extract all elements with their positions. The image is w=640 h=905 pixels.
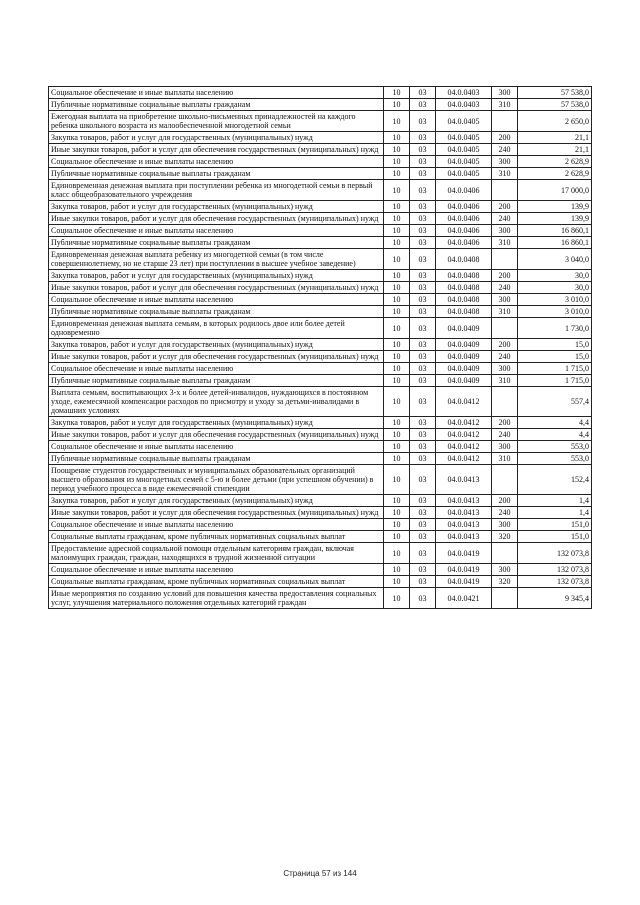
row-name: Закупка товаров, работ и услуг для государственных (муниципальных) нужд: [49, 201, 384, 213]
row-amount: 16 860,1: [518, 225, 592, 237]
row-section-code: 10: [384, 201, 410, 213]
row-subsection-code: 03: [410, 387, 436, 417]
row-name: Ежегодная выплата на приобретение школьно-письменных принадлежностей на каждого ребенка школьного возраста из малообеспеченной многодетной семьи: [49, 111, 384, 132]
table-row: [49, 543, 592, 564]
table-row: [49, 270, 592, 282]
row-target-article-code: 04.0.0409: [436, 351, 492, 363]
row-subsection-code: 03: [410, 306, 436, 318]
row-subsection-code: 03: [410, 543, 436, 564]
row-target-article-code: 04.0.0405: [436, 168, 492, 180]
table-row: [49, 351, 592, 363]
table-row: [49, 111, 592, 132]
row-name: Социальное обеспечение и иные выплаты населению: [49, 156, 384, 168]
row-expense-type-code: 200: [492, 132, 518, 144]
row-amount: 553,0: [518, 453, 592, 465]
row-subsection-code: 03: [410, 213, 436, 225]
row-target-article-code: 04.0.0408: [436, 306, 492, 318]
row-amount: 132 073,8: [518, 564, 592, 576]
row-amount: 152,4: [518, 465, 592, 495]
row-target-article-code: 04.0.0408: [436, 249, 492, 270]
row-expense-type-code: 310: [492, 453, 518, 465]
row-name: Иные закупки товаров, работ и услуг для обеспечения государственных (муниципальных) нужд: [49, 507, 384, 519]
row-subsection-code: 03: [410, 225, 436, 237]
row-target-article-code: 04.0.0403: [436, 99, 492, 111]
row-subsection-code: 03: [410, 531, 436, 543]
row-section-code: 10: [384, 576, 410, 588]
table-row: [49, 282, 592, 294]
row-amount: 139,9: [518, 201, 592, 213]
row-section-code: 10: [384, 429, 410, 441]
row-target-article-code: 04.0.0412: [436, 417, 492, 429]
row-subsection-code: 03: [410, 99, 436, 111]
row-subsection-code: 03: [410, 111, 436, 132]
row-name: Выплата семьям, воспитывающих 3-х и более детей-инвалидов, нуждающихся в постоянном уходе, ежемесячной компенсации расходов по присмотру и уходу за детьми-инвалидами в домашних условиях: [49, 387, 384, 417]
row-subsection-code: 03: [410, 132, 436, 144]
row-name: Иные закупки товаров, работ и услуг для обеспечения государственных (муниципальных) нужд: [49, 429, 384, 441]
table-row: [49, 201, 592, 213]
table-row: [49, 156, 592, 168]
row-target-article-code: 04.0.0409: [436, 318, 492, 339]
row-amount: 132 073,8: [518, 576, 592, 588]
row-name: Иные закупки товаров, работ и услуг для обеспечения государственных (муниципальных) нужд: [49, 351, 384, 363]
row-expense-type-code: 200: [492, 339, 518, 351]
row-subsection-code: 03: [410, 564, 436, 576]
row-name: Закупка товаров, работ и услуг для государственных (муниципальных) нужд: [49, 270, 384, 282]
row-target-article-code: 04.0.0412: [436, 453, 492, 465]
row-section-code: 10: [384, 168, 410, 180]
row-subsection-code: 03: [410, 168, 436, 180]
row-amount: 139,9: [518, 213, 592, 225]
row-subsection-code: 03: [410, 465, 436, 495]
row-expense-type-code: 240: [492, 144, 518, 156]
row-expense-type-code: 300: [492, 519, 518, 531]
row-expense-type-code: 300: [492, 87, 518, 99]
row-subsection-code: 03: [410, 339, 436, 351]
row-subsection-code: 03: [410, 87, 436, 99]
table-row: [49, 87, 592, 99]
row-expense-type-code: 240: [492, 282, 518, 294]
budget-table-body: [49, 87, 592, 609]
row-expense-type-code: 310: [492, 375, 518, 387]
row-expense-type-code: 320: [492, 531, 518, 543]
row-section-code: 10: [384, 453, 410, 465]
row-section-code: 10: [384, 564, 410, 576]
row-section-code: 10: [384, 441, 410, 453]
row-target-article-code: 04.0.0412: [436, 441, 492, 453]
row-name: Социальные выплаты гражданам, кроме публичных нормативных социальных выплат: [49, 576, 384, 588]
row-target-article-code: 04.0.0406: [436, 225, 492, 237]
row-amount: 4,4: [518, 417, 592, 429]
row-name: Публичные нормативные социальные выплаты гражданам: [49, 453, 384, 465]
row-subsection-code: 03: [410, 417, 436, 429]
row-name: Социальное обеспечение и иные выплаты населению: [49, 225, 384, 237]
row-section-code: 10: [384, 132, 410, 144]
row-amount: 1,4: [518, 507, 592, 519]
row-amount: 30,0: [518, 270, 592, 282]
row-section-code: 10: [384, 531, 410, 543]
row-name: Предоставление адресной социальной помощи отдельным категориям граждан, включая малоимущих граждан, граждан, находящихся в трудной жизненной ситуации: [49, 543, 384, 564]
row-name: Поощрение студентов государственных и муниципальных образовательных организаций высшего образования из многодетных семей с 5-ю и более детьми (при успешном обучении) в период учебного процесса в виде ежемесячной стипендии: [49, 465, 384, 495]
table-row: [49, 294, 592, 306]
row-target-article-code: 04.0.0408: [436, 294, 492, 306]
row-section-code: 10: [384, 387, 410, 417]
row-amount: 15,0: [518, 339, 592, 351]
row-amount: 3 010,0: [518, 306, 592, 318]
row-target-article-code: 04.0.0419: [436, 564, 492, 576]
row-section-code: 10: [384, 588, 410, 609]
row-name: Иные закупки товаров, работ и услуг для обеспечения государственных (муниципальных) нужд: [49, 144, 384, 156]
table-row: [49, 213, 592, 225]
row-subsection-code: 03: [410, 576, 436, 588]
row-section-code: 10: [384, 99, 410, 111]
row-target-article-code: 04.0.0409: [436, 363, 492, 375]
row-section-code: 10: [384, 507, 410, 519]
table-row: [49, 237, 592, 249]
row-target-article-code: 04.0.0408: [436, 282, 492, 294]
row-expense-type-code: 300: [492, 564, 518, 576]
row-subsection-code: 03: [410, 519, 436, 531]
row-section-code: 10: [384, 519, 410, 531]
row-amount: 3 040,0: [518, 249, 592, 270]
row-expense-type-code: 310: [492, 237, 518, 249]
row-target-article-code: 04.0.0406: [436, 201, 492, 213]
row-section-code: 10: [384, 351, 410, 363]
row-target-article-code: 04.0.0413: [436, 519, 492, 531]
row-expense-type-code: [492, 249, 518, 270]
table-row: [49, 417, 592, 429]
row-amount: 30,0: [518, 282, 592, 294]
row-target-article-code: 04.0.0412: [436, 387, 492, 417]
table-row: [49, 429, 592, 441]
row-expense-type-code: 300: [492, 441, 518, 453]
row-expense-type-code: 310: [492, 168, 518, 180]
row-section-code: 10: [384, 225, 410, 237]
row-name: Социальное обеспечение и иные выплаты населению: [49, 294, 384, 306]
row-expense-type-code: 300: [492, 225, 518, 237]
row-subsection-code: 03: [410, 441, 436, 453]
row-amount: 4,4: [518, 429, 592, 441]
table-row: [49, 453, 592, 465]
budget-table-page: [48, 86, 591, 609]
row-expense-type-code: 310: [492, 306, 518, 318]
row-expense-type-code: 200: [492, 495, 518, 507]
row-section-code: 10: [384, 465, 410, 495]
row-amount: 3 010,0: [518, 294, 592, 306]
row-expense-type-code: [492, 465, 518, 495]
row-amount: 57 538,0: [518, 87, 592, 99]
table-row: [49, 465, 592, 495]
row-expense-type-code: 240: [492, 429, 518, 441]
row-section-code: 10: [384, 156, 410, 168]
table-row: [49, 99, 592, 111]
row-target-article-code: 04.0.0412: [436, 429, 492, 441]
row-target-article-code: 04.0.0406: [436, 180, 492, 201]
table-row: [49, 441, 592, 453]
row-expense-type-code: 320: [492, 576, 518, 588]
row-target-article-code: 04.0.0409: [436, 375, 492, 387]
row-amount: 15,0: [518, 351, 592, 363]
row-amount: 151,0: [518, 531, 592, 543]
row-amount: 132 073,8: [518, 543, 592, 564]
row-target-article-code: 04.0.0405: [436, 156, 492, 168]
row-expense-type-code: 300: [492, 363, 518, 375]
row-name: Единовременная денежная выплата ребенку из многодетной семьи (в том числе совершеннолетнему, но не старше 23 лет) при поступлении в высшее учебное заведение): [49, 249, 384, 270]
row-target-article-code: 04.0.0419: [436, 576, 492, 588]
row-section-code: 10: [384, 318, 410, 339]
row-subsection-code: 03: [410, 249, 436, 270]
row-subsection-code: 03: [410, 201, 436, 213]
row-name: Социальные выплаты гражданам, кроме публичных нормативных социальных выплат: [49, 531, 384, 543]
row-section-code: 10: [384, 294, 410, 306]
row-amount: 2 650,0: [518, 111, 592, 132]
row-subsection-code: 03: [410, 318, 436, 339]
row-section-code: 10: [384, 213, 410, 225]
row-name: Закупка товаров, работ и услуг для государственных (муниципальных) нужд: [49, 495, 384, 507]
table-row: [49, 363, 592, 375]
row-amount: 2 628,9: [518, 168, 592, 180]
row-target-article-code: 04.0.0408: [436, 270, 492, 282]
table-row: [49, 507, 592, 519]
row-section-code: 10: [384, 111, 410, 132]
row-name: Публичные нормативные социальные выплаты гражданам: [49, 168, 384, 180]
row-subsection-code: 03: [410, 180, 436, 201]
table-row: [49, 519, 592, 531]
row-name: Иные закупки товаров, работ и услуг для обеспечения государственных (муниципальных) нужд: [49, 213, 384, 225]
row-subsection-code: 03: [410, 588, 436, 609]
row-section-code: 10: [384, 249, 410, 270]
table-row: [49, 531, 592, 543]
row-subsection-code: 03: [410, 351, 436, 363]
row-name: Публичные нормативные социальные выплаты гражданам: [49, 306, 384, 318]
row-name: Публичные нормативные социальные выплаты гражданам: [49, 237, 384, 249]
row-section-code: 10: [384, 270, 410, 282]
row-name: Единовременная денежная выплата при поступлении ребенка из многодетной семьи в первый класс общеобразовательного учреждения: [49, 180, 384, 201]
row-name: Социальное обеспечение и иные выплаты населению: [49, 87, 384, 99]
row-section-code: 10: [384, 495, 410, 507]
table-row: [49, 576, 592, 588]
row-section-code: 10: [384, 237, 410, 249]
row-subsection-code: 03: [410, 294, 436, 306]
table-row: [49, 249, 592, 270]
row-target-article-code: 04.0.0419: [436, 543, 492, 564]
row-target-article-code: 04.0.0409: [436, 339, 492, 351]
row-name: Иные закупки товаров, работ и услуг для обеспечения государственных (муниципальных) нужд: [49, 282, 384, 294]
row-amount: 151,0: [518, 519, 592, 531]
row-expense-type-code: 310: [492, 99, 518, 111]
row-section-code: 10: [384, 144, 410, 156]
row-expense-type-code: 200: [492, 201, 518, 213]
row-name: Закупка товаров, работ и услуг для государственных (муниципальных) нужд: [49, 339, 384, 351]
row-name: Единовременная денежная выплата семьям, в которых родилось двое или более детей одновременно: [49, 318, 384, 339]
row-target-article-code: 04.0.0413: [436, 465, 492, 495]
row-amount: 9 345,4: [518, 588, 592, 609]
row-expense-type-code: 240: [492, 213, 518, 225]
row-target-article-code: 04.0.0413: [436, 507, 492, 519]
row-amount: 1 730,0: [518, 318, 592, 339]
row-section-code: 10: [384, 363, 410, 375]
table-row: [49, 180, 592, 201]
row-amount: 21,1: [518, 132, 592, 144]
row-target-article-code: 04.0.0421: [436, 588, 492, 609]
row-section-code: 10: [384, 180, 410, 201]
row-amount: 57 538,0: [518, 99, 592, 111]
table-row: [49, 375, 592, 387]
page-number: Страница 57 из 144: [283, 869, 357, 878]
table-row: [49, 225, 592, 237]
row-section-code: 10: [384, 306, 410, 318]
row-name: Социальное обеспечение и иные выплаты населению: [49, 564, 384, 576]
row-subsection-code: 03: [410, 282, 436, 294]
table-row: [49, 318, 592, 339]
row-expense-type-code: [492, 318, 518, 339]
row-name: Публичные нормативные социальные выплаты гражданам: [49, 99, 384, 111]
row-name: Социальное обеспечение и иные выплаты населению: [49, 441, 384, 453]
row-expense-type-code: [492, 111, 518, 132]
row-name: Закупка товаров, работ и услуг для государственных (муниципальных) нужд: [49, 132, 384, 144]
row-expense-type-code: 200: [492, 417, 518, 429]
table-row: [49, 495, 592, 507]
row-amount: 21,1: [518, 144, 592, 156]
row-expense-type-code: [492, 387, 518, 417]
row-subsection-code: 03: [410, 237, 436, 249]
row-expense-type-code: 240: [492, 507, 518, 519]
row-target-article-code: 04.0.0405: [436, 111, 492, 132]
row-amount: 16 860,1: [518, 237, 592, 249]
row-expense-type-code: 240: [492, 351, 518, 363]
row-subsection-code: 03: [410, 453, 436, 465]
table-row: [49, 144, 592, 156]
row-section-code: 10: [384, 282, 410, 294]
row-amount: 557,4: [518, 387, 592, 417]
row-expense-type-code: 200: [492, 270, 518, 282]
row-section-code: 10: [384, 543, 410, 564]
row-section-code: 10: [384, 417, 410, 429]
table-row: [49, 168, 592, 180]
row-expense-type-code: 300: [492, 294, 518, 306]
row-name: Социальное обеспечение и иные выплаты населению: [49, 519, 384, 531]
row-subsection-code: 03: [410, 144, 436, 156]
row-amount: 1 715,0: [518, 363, 592, 375]
row-name: Иные мероприятия по созданию условий для повышения качества предоставления социальных услуг, улучшения материального положения отдельных категорий граждан: [49, 588, 384, 609]
row-expense-type-code: [492, 543, 518, 564]
table-row: [49, 564, 592, 576]
row-subsection-code: 03: [410, 270, 436, 282]
row-target-article-code: 04.0.0403: [436, 87, 492, 99]
row-amount: 553,0: [518, 441, 592, 453]
table-row: [49, 132, 592, 144]
row-expense-type-code: 300: [492, 156, 518, 168]
table-row: [49, 306, 592, 318]
row-target-article-code: 04.0.0413: [436, 531, 492, 543]
row-amount: 17 000,0: [518, 180, 592, 201]
row-name: Закупка товаров, работ и услуг для государственных (муниципальных) нужд: [49, 417, 384, 429]
row-target-article-code: 04.0.0406: [436, 213, 492, 225]
row-target-article-code: 04.0.0406: [436, 237, 492, 249]
row-name: Социальное обеспечение и иные выплаты населению: [49, 363, 384, 375]
row-amount: 1 715,0: [518, 375, 592, 387]
row-subsection-code: 03: [410, 495, 436, 507]
row-target-article-code: 04.0.0405: [436, 132, 492, 144]
row-section-code: 10: [384, 87, 410, 99]
row-subsection-code: 03: [410, 375, 436, 387]
budget-table: [48, 86, 592, 609]
table-row: [49, 387, 592, 417]
table-row: [49, 339, 592, 351]
row-subsection-code: 03: [410, 363, 436, 375]
table-row: [49, 588, 592, 609]
row-subsection-code: 03: [410, 156, 436, 168]
row-name: Публичные нормативные социальные выплаты гражданам: [49, 375, 384, 387]
row-amount: 2 628,9: [518, 156, 592, 168]
row-section-code: 10: [384, 375, 410, 387]
row-expense-type-code: [492, 588, 518, 609]
row-section-code: 10: [384, 339, 410, 351]
row-subsection-code: 03: [410, 507, 436, 519]
row-amount: 1,4: [518, 495, 592, 507]
row-subsection-code: 03: [410, 429, 436, 441]
row-expense-type-code: [492, 180, 518, 201]
row-target-article-code: 04.0.0405: [436, 144, 492, 156]
row-target-article-code: 04.0.0413: [436, 495, 492, 507]
